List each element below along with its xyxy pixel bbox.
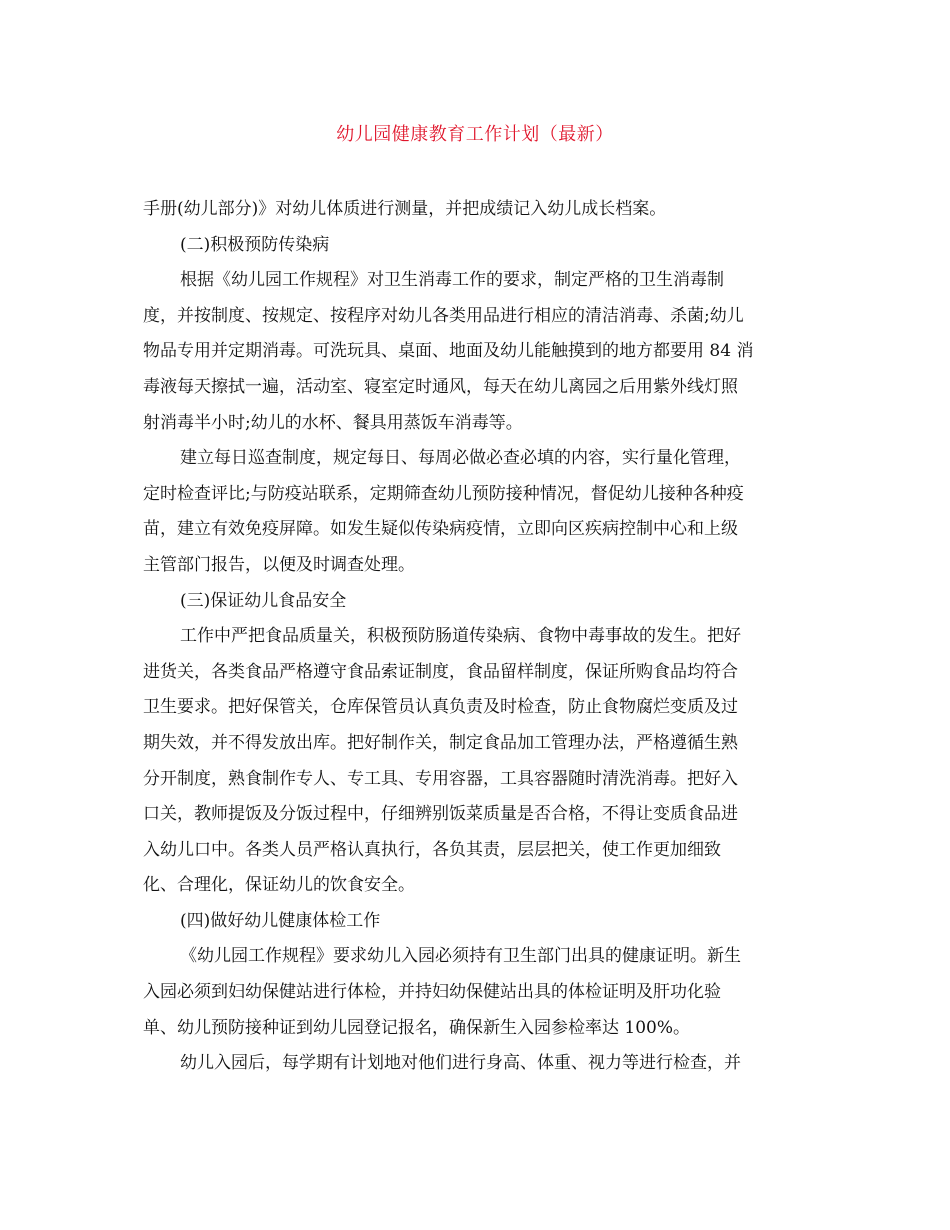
text-line: 单、幼儿预防接种证到幼儿园登记报名，确保新生入园参检率达 100%。 (143, 1017, 691, 1038)
text-line: 进货关，各类食品严格遵守食品索证制度，食品留样制度，保证所购食品均符合 (143, 661, 738, 682)
text-line: 入园必须到妇幼保健站进行体检，并持妇幼保健站出具的体检证明及肝功化验 (143, 982, 721, 1003)
text-line: 度，并按制度、按规定、按程序对幼儿各类用品进行相应的清洁消毒、杀菌;幼儿 (143, 305, 744, 326)
text-line: (四)做好幼儿健康体检工作 (180, 910, 381, 931)
text-line: 毒液每天擦拭一遍，活动室、寝室定时通风，每天在幼儿离园之后用紫外线灯照 (143, 376, 738, 397)
text-line: 手册(幼儿部分)》对幼儿体质进行测量，并把成绩记入幼儿成长档案。 (143, 199, 667, 219)
text-line: 幼儿入园后，每学期有计划地对他们进行身高、体重、视力等进行检查，并 (180, 1053, 741, 1074)
text-line: 期失效，并不得发放出库。把好制作关，制定食品加工管理办法，严格遵循生熟 (143, 732, 738, 753)
document-body (143, 192, 803, 1082)
text-line: 主管部门报告，以便及时调查处理。 (143, 554, 415, 575)
text-line: 卫生要求。把好保管关，仓库保管员认真负责及时检查，防止食物腐烂变质及过 (143, 697, 738, 718)
text-line: 物品专用并定期消毒。可洗玩具、桌面、地面及幼儿能触摸到的地方都要用 84 消 (143, 341, 754, 362)
document-title: 幼儿园健康教育工作计划（最新） (336, 124, 614, 145)
text-line: (二)积极预防传染病 (180, 234, 330, 255)
text-line: 入幼儿口中。各类人员严格认真执行，各负其责，层层把关，使工作更加细致 (143, 839, 721, 860)
text-line: 口关，教师提饭及分饭过程中，仔细辨别饭菜质量是否合格，不得让变质食品进 (143, 804, 738, 825)
text-line: 根据《幼儿园工作规程》对卫生消毒工作的要求，制定严格的卫生消毒制 (180, 270, 724, 291)
text-line: (三)保证幼儿食品安全 (180, 590, 347, 611)
text-line: 苗，建立有效免疫屏障。如发生疑似传染病疫情，立即向区疾病控制中心和上级 (143, 519, 738, 540)
text-line: 射消毒半小时;幼儿的水杯、餐具用蒸饭车消毒等。 (143, 412, 523, 433)
text-line: 化、合理化，保证幼儿的饮食安全。 (143, 875, 415, 896)
text-line: 工作中严把食品质量关，积极预防肠道传染病、食物中毒事故的发生。把好 (180, 626, 741, 647)
text-line: 建立每日巡查制度，规定每日、每周必做必查必填的内容，实行量化管理， (180, 448, 741, 469)
text-line: 分开制度，熟食制作专人、专工具、专用容器，工具容器随时清洗消毒。把好入 (143, 768, 738, 789)
text-line: 《幼儿园工作规程》要求幼儿入园必须持有卫生部门出具的健康证明。新生 (180, 946, 741, 967)
text-line: 定时检查评比;与防疫站联系，定期筛查幼儿预防接种情况，督促幼儿接种各种疫 (143, 483, 744, 504)
